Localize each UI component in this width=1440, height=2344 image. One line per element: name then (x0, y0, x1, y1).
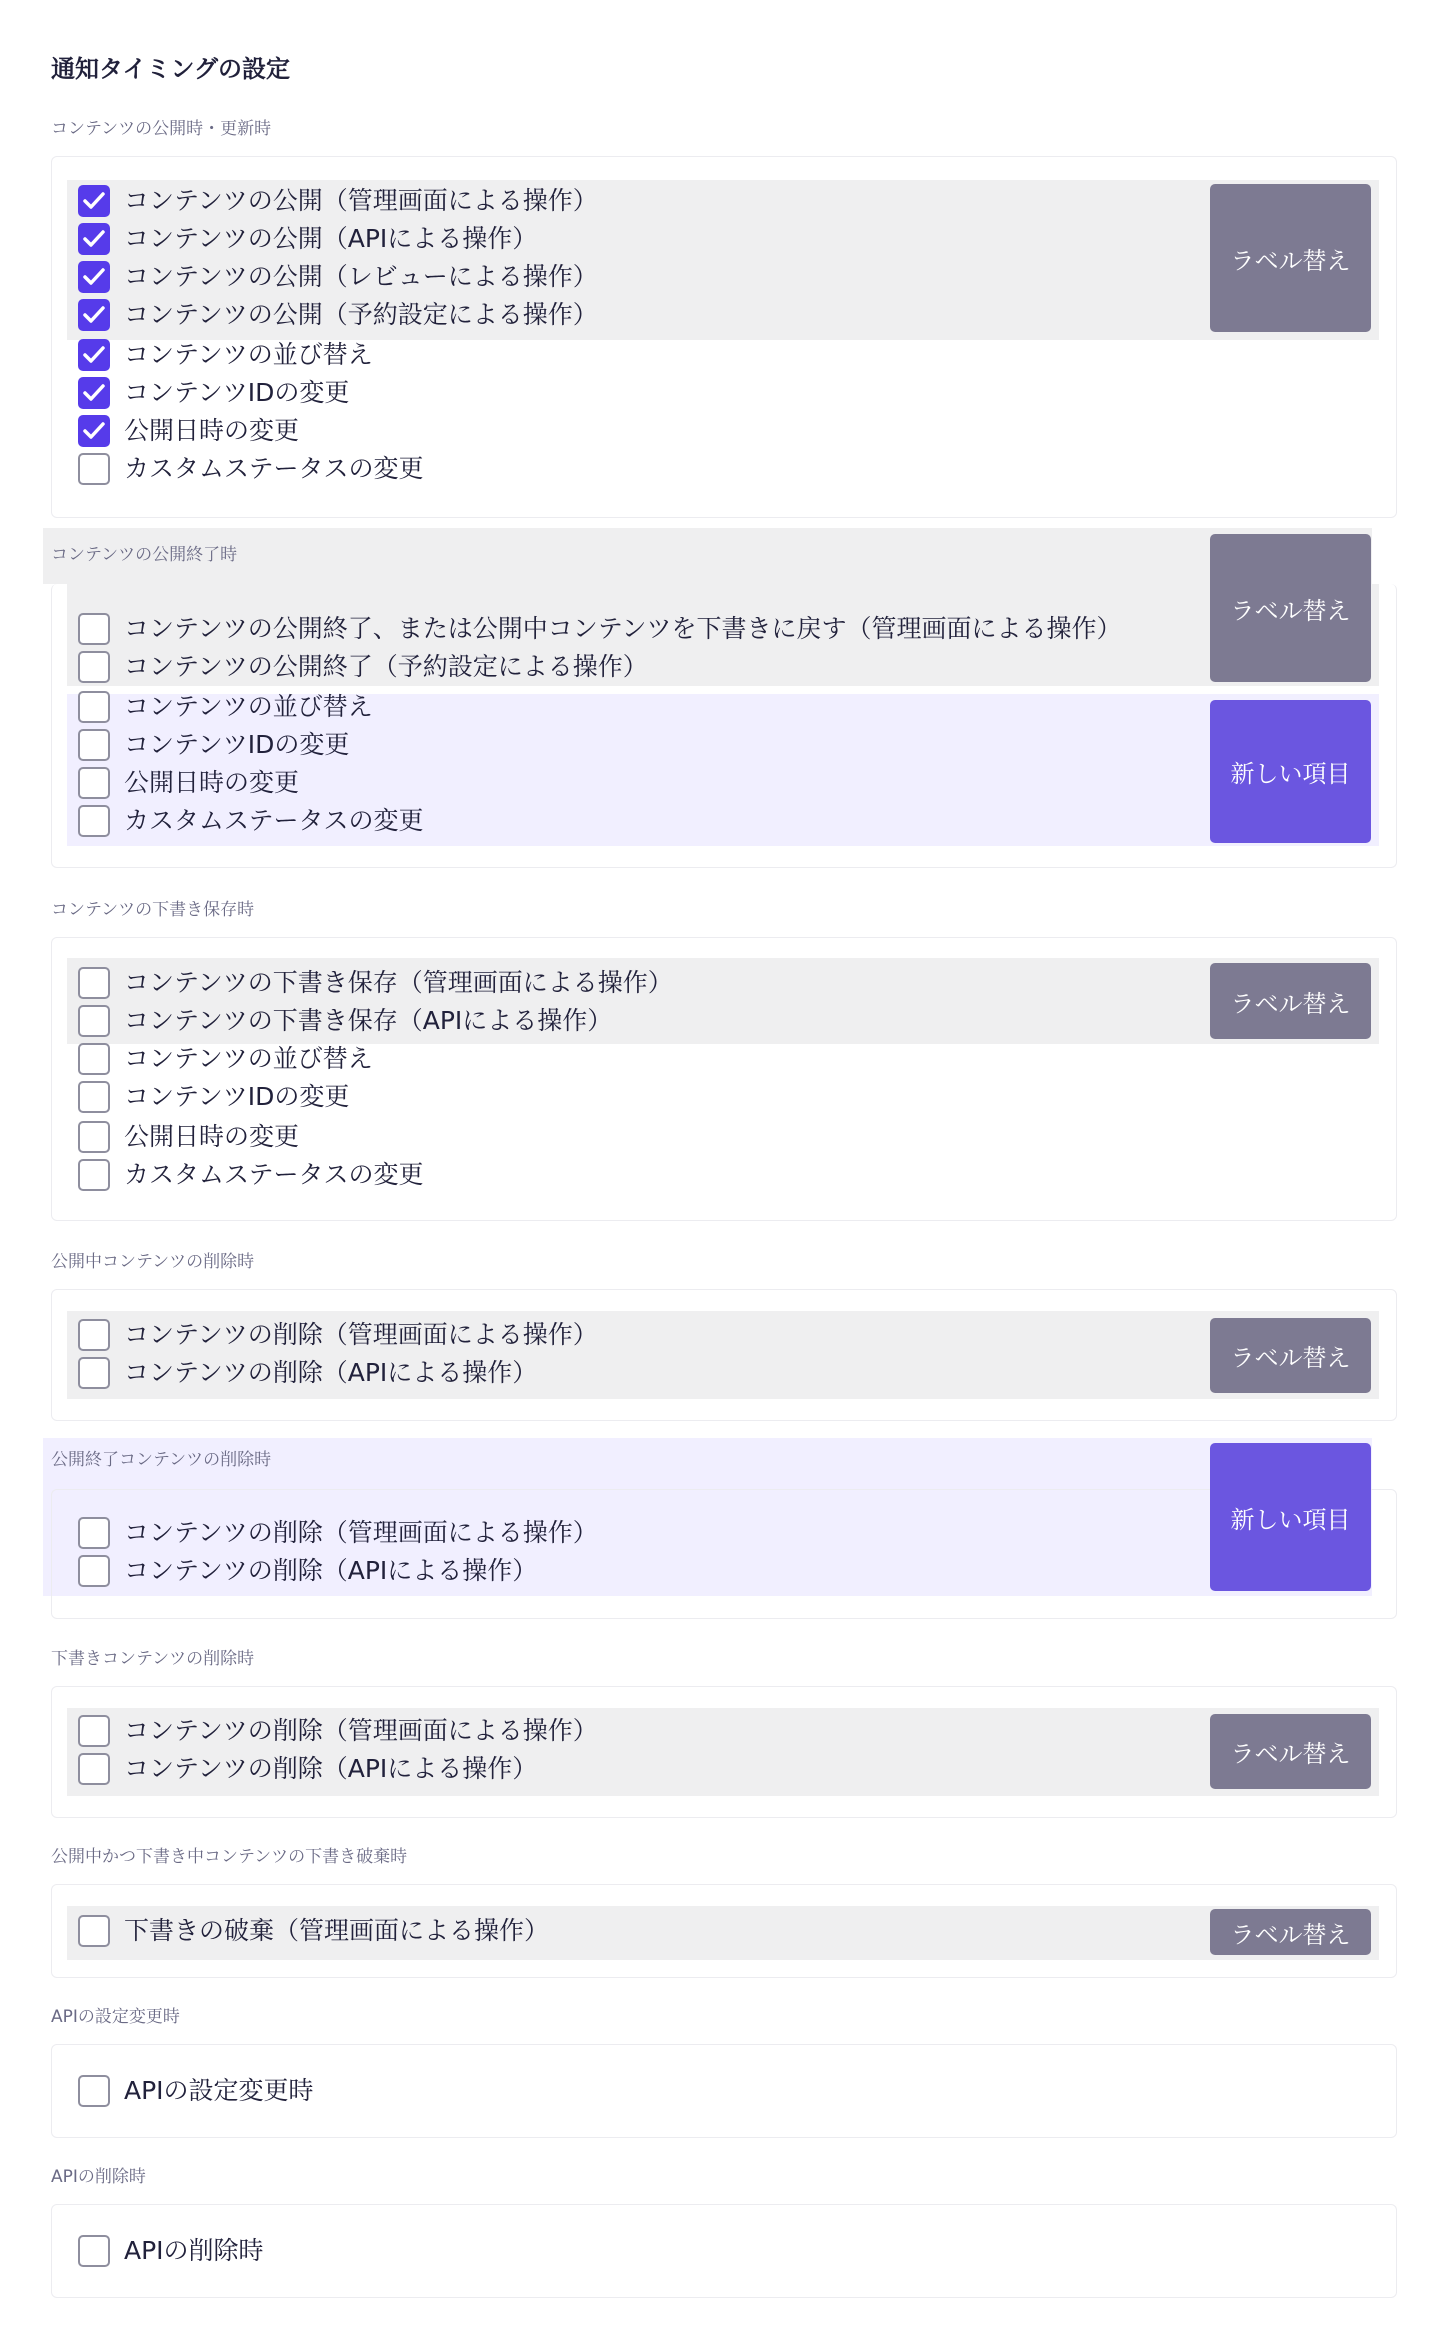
section-label: 公開中かつ下書き中コンテンツの下書き破棄時 (51, 1847, 408, 1867)
checkbox-row[interactable] (78, 450, 424, 488)
checkbox-row[interactable] (78, 1712, 598, 1750)
checkbox-checked[interactable] (78, 415, 110, 447)
checkbox[interactable] (78, 1043, 110, 1075)
checkbox-row[interactable] (78, 1354, 537, 1392)
relabel-button[interactable]: ラベル替え (1210, 534, 1371, 682)
checkbox-label: APIの削除時 (124, 2236, 264, 2265)
checkbox-checked[interactable] (78, 299, 110, 331)
section-label: APIの設定変更時 (51, 2007, 180, 2027)
checkbox[interactable] (78, 1555, 110, 1587)
checkbox[interactable] (78, 729, 110, 761)
relabel-button[interactable]: ラベル替え (1210, 184, 1371, 332)
checkbox-label: コンテンツの公開終了、または公開中コンテンツを下書きに戻す（管理画面による操作） (124, 614, 1122, 643)
checkbox-row[interactable] (78, 1552, 537, 1590)
section-label: 下書きコンテンツの削除時 (51, 1649, 255, 1669)
check-icon (83, 268, 105, 286)
checkbox-label: コンテンツの公開（予約設定による操作） (124, 300, 598, 329)
section-label: 公開終了コンテンツの削除時 (51, 1450, 272, 1470)
checkbox[interactable] (78, 613, 110, 645)
checkbox[interactable] (78, 1517, 110, 1549)
checkbox[interactable] (78, 767, 110, 799)
checkbox-row[interactable] (78, 412, 299, 450)
checkbox[interactable] (78, 1121, 110, 1153)
checkbox-row[interactable] (78, 296, 598, 334)
checkbox-row[interactable] (78, 1078, 349, 1116)
section-label: コンテンツの公開時・更新時 (51, 119, 272, 139)
checkbox-row[interactable] (78, 258, 598, 296)
checkbox[interactable] (78, 1357, 110, 1389)
checkbox-row[interactable] (78, 1002, 612, 1040)
checkbox-row[interactable] (78, 726, 349, 764)
checkbox-label: カスタムステータスの変更 (124, 806, 424, 835)
checkbox-row[interactable] (78, 1156, 424, 1194)
checkbox-row[interactable] (78, 1514, 598, 1552)
checkbox-row[interactable] (78, 336, 373, 374)
highlight-band (43, 528, 1372, 584)
checkbox-label: コンテンツの削除（管理画面による操作） (124, 1716, 598, 1745)
page-title: 通知タイミングの設定 (51, 55, 291, 83)
relabel-button[interactable]: ラベル替え (1210, 963, 1371, 1039)
checkbox-label: 下書きの破棄（管理画面による操作） (124, 1916, 550, 1945)
check-icon (83, 306, 105, 324)
checkbox-label: コンテンツの公開終了（予約設定による操作） (124, 652, 648, 681)
checkbox-label: コンテンツの並び替え (124, 1044, 373, 1073)
checkbox-label: カスタムステータスの変更 (124, 1160, 424, 1189)
checkbox-checked[interactable] (78, 185, 110, 217)
checkbox-label: コンテンツの削除（管理画面による操作） (124, 1518, 598, 1547)
checkbox[interactable] (78, 1159, 110, 1191)
checkbox[interactable] (78, 1715, 110, 1747)
checkbox-row[interactable] (78, 964, 673, 1002)
checkbox-checked[interactable] (78, 377, 110, 409)
section-label: コンテンツの公開終了時 (51, 545, 238, 565)
checkbox-label: 公開日時の変更 (124, 768, 300, 797)
checkbox-checked[interactable] (78, 339, 110, 371)
checkbox-label: コンテンツの公開（レビューによる操作） (124, 262, 598, 291)
checkbox-row[interactable] (78, 182, 598, 220)
new-item-button[interactable]: 新しい項目 (1210, 1443, 1371, 1591)
new-item-button[interactable]: 新しい項目 (1210, 700, 1371, 843)
check-icon (83, 230, 105, 248)
checkbox-label: 公開日時の変更 (124, 416, 300, 445)
checkbox-row[interactable] (78, 648, 648, 686)
checkbox-row[interactable] (78, 374, 349, 412)
checkbox-row[interactable] (78, 2232, 264, 2270)
checkbox[interactable] (78, 1753, 110, 1785)
checkbox-label: コンテンツの公開（APIによる操作） (124, 224, 538, 253)
checkbox[interactable] (78, 967, 110, 999)
checkbox-label: カスタムステータスの変更 (124, 454, 424, 483)
check-icon (83, 346, 105, 364)
section-label: APIの削除時 (51, 2167, 146, 2187)
checkbox-label: コンテンツIDの変更 (124, 378, 350, 407)
checkbox-checked[interactable] (78, 261, 110, 293)
checkbox-label: コンテンツの下書き保存（管理画面による操作） (124, 968, 673, 997)
checkbox[interactable] (78, 805, 110, 837)
section-label: 公開中コンテンツの削除時 (51, 1252, 255, 1272)
checkbox-checked[interactable] (78, 223, 110, 255)
checkbox-label: コンテンツIDの変更 (124, 730, 350, 759)
checkbox-row[interactable] (78, 764, 299, 802)
checkbox-label: 公開日時の変更 (124, 1122, 300, 1151)
checkbox[interactable] (78, 651, 110, 683)
checkbox[interactable] (78, 1005, 110, 1037)
checkbox[interactable] (78, 453, 110, 485)
checkbox-label: コンテンツの下書き保存（APIによる操作） (124, 1006, 613, 1035)
checkbox-label: コンテンツの削除（APIによる操作） (124, 1556, 538, 1585)
checkbox-row[interactable] (78, 1316, 598, 1354)
checkbox[interactable] (78, 691, 110, 723)
checkbox-row[interactable] (78, 220, 537, 258)
check-icon (83, 192, 105, 210)
checkbox-label: コンテンツIDの変更 (124, 1082, 350, 1111)
checkbox-row[interactable] (78, 610, 1122, 648)
checkbox-label: コンテンツの削除（管理画面による操作） (124, 1320, 598, 1349)
checkbox-label: APIの設定変更時 (124, 2076, 314, 2105)
checkbox-row[interactable] (78, 688, 373, 726)
relabel-button[interactable]: ラベル替え (1210, 1909, 1371, 1955)
checkbox[interactable] (78, 1915, 110, 1947)
relabel-button[interactable]: ラベル替え (1210, 1714, 1371, 1789)
checkbox[interactable] (78, 1081, 110, 1113)
checkbox[interactable] (78, 2235, 110, 2267)
checkbox-row[interactable] (78, 802, 424, 840)
checkbox-label: コンテンツの削除（APIによる操作） (124, 1754, 538, 1783)
checkbox[interactable] (78, 1319, 110, 1351)
checkbox-row[interactable] (78, 2072, 314, 2110)
checkbox-row[interactable] (78, 1912, 549, 1950)
relabel-button[interactable]: ラベル替え (1210, 1318, 1371, 1393)
checkbox-label: コンテンツの削除（APIによる操作） (124, 1358, 538, 1387)
checkbox-row[interactable] (78, 1118, 299, 1156)
checkbox-row[interactable] (78, 1750, 537, 1788)
checkbox-label: コンテンツの並び替え (124, 692, 373, 721)
checkbox-label: コンテンツの公開（管理画面による操作） (124, 186, 598, 215)
checkbox-row[interactable] (78, 1040, 373, 1078)
checkbox-label: コンテンツの並び替え (124, 340, 373, 369)
checkbox[interactable] (78, 2075, 110, 2107)
check-icon (83, 422, 105, 440)
section-label: コンテンツの下書き保存時 (51, 900, 255, 920)
check-icon (83, 384, 105, 402)
